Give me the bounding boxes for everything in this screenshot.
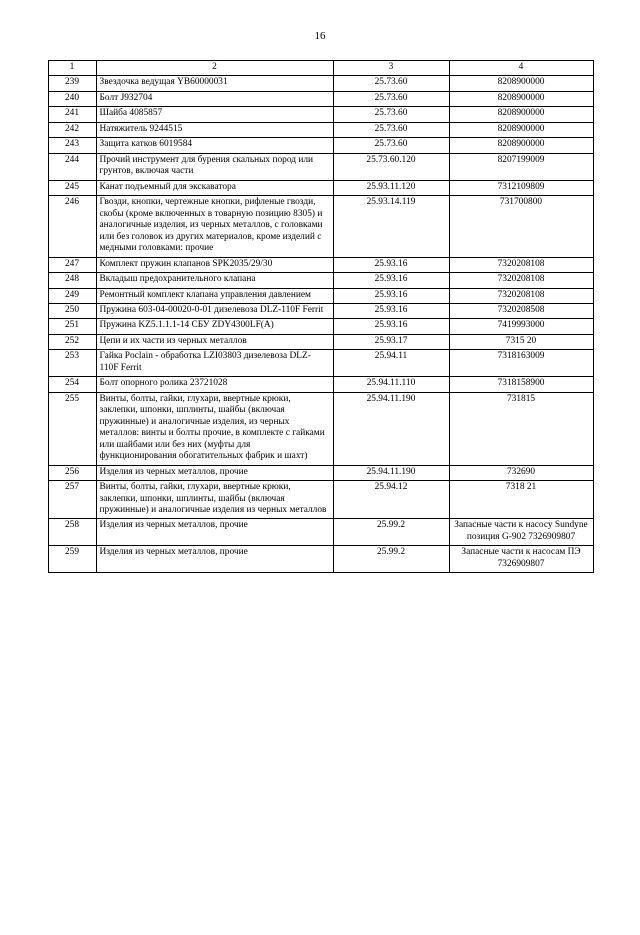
- row-code: 25.93.16: [333, 257, 449, 272]
- table-row: [48, 138, 593, 153]
- row-name: Звездочка ведущая YB60000031: [96, 76, 333, 91]
- row-code: 25.93.16: [333, 303, 449, 318]
- row-number: 248: [48, 273, 96, 288]
- row-code: 25.93.16: [333, 319, 449, 334]
- row-code: 25.94.11: [333, 350, 449, 377]
- table-row: [48, 377, 593, 392]
- table-row: [48, 273, 593, 288]
- row-extra: 7318 21: [449, 481, 593, 519]
- table-header-row: [48, 61, 593, 76]
- row-number: 259: [48, 546, 96, 573]
- row-number: 253: [48, 350, 96, 377]
- row-name: Винты, болты, гайки, глухари, ввертные крюки, заклепки, шпонки, шплинты, шайбы (включая пружинные) и аналогичные изделия, из черных металлов: винты и болты прочие, в комплекте с гайками или шайбами или без них (муфты для функционирования обогатительных фабрик и шахт): [96, 392, 333, 465]
- row-number: 254: [48, 377, 96, 392]
- row-code: 25.73.60: [333, 76, 449, 91]
- items-table: [48, 60, 594, 573]
- column-header-1: 1: [48, 61, 96, 76]
- column-header-2: 2: [96, 61, 333, 76]
- row-code: 25.99.2: [333, 546, 449, 573]
- row-name: Натяжитель 9244515: [96, 122, 333, 137]
- row-name: Изделия из черных металлов, прочие: [96, 465, 333, 480]
- row-name: Изделия из черных металлов, прочие: [96, 546, 333, 573]
- row-number: 256: [48, 465, 96, 480]
- row-number: 242: [48, 122, 96, 137]
- row-number: 241: [48, 107, 96, 122]
- row-code: 25.93.14.119: [333, 196, 449, 257]
- row-extra: 731700800: [449, 196, 593, 257]
- row-extra: 7320208108: [449, 288, 593, 303]
- row-extra: 8208900000: [449, 107, 593, 122]
- row-extra: 7320208508: [449, 303, 593, 318]
- row-extra: 8208900000: [449, 138, 593, 153]
- table-row: [48, 319, 593, 334]
- table-row: [48, 107, 593, 122]
- row-number: 252: [48, 334, 96, 349]
- row-number: 251: [48, 319, 96, 334]
- row-number: 247: [48, 257, 96, 272]
- row-extra: 7318163009: [449, 350, 593, 377]
- row-name: Болт J932704: [96, 91, 333, 106]
- row-extra: Запасные части к насосам ПЭ 7326909807: [449, 546, 593, 573]
- row-number: 258: [48, 519, 96, 546]
- row-name: Комплект пружин клапанов SPK2035/29/30: [96, 257, 333, 272]
- row-number: 240: [48, 91, 96, 106]
- row-code: 25.93.17: [333, 334, 449, 349]
- row-extra: 8207199009: [449, 153, 593, 180]
- row-name: Гайка Poclain - обработка LZI03803 дизелевоза DLZ-110F Ferrit: [96, 350, 333, 377]
- row-extra: 731815: [449, 392, 593, 465]
- row-number: 245: [48, 180, 96, 195]
- row-code: 25.73.60.120: [333, 153, 449, 180]
- row-number: 249: [48, 288, 96, 303]
- row-code: 25.99.2: [333, 519, 449, 546]
- row-code: 25.94.11.110: [333, 377, 449, 392]
- row-extra: Запасные части к насосу Sundyne позиция G-902 7326909807: [449, 519, 593, 546]
- table-row: [48, 257, 593, 272]
- row-extra: 7312109809: [449, 180, 593, 195]
- row-extra: 8208900000: [449, 122, 593, 137]
- row-name: Гвозди, кнопки, чертежные кнопки, рифленые гвозди, скобы (кроме включенных в товарную позицию 8305) и аналогичные изделия, из черных металлов, с головками или без головок из других материалов, кроме изделий с медными головками: прочие: [96, 196, 333, 257]
- row-name: Изделия из черных металлов, прочие: [96, 519, 333, 546]
- row-name: Канат подъемный для экскаватора: [96, 180, 333, 195]
- row-code: 25.73.60: [333, 138, 449, 153]
- row-extra: 7320208108: [449, 273, 593, 288]
- row-name: Шайба 4085857: [96, 107, 333, 122]
- row-name: Цепи и их части из черных металлов: [96, 334, 333, 349]
- table-row: [48, 91, 593, 106]
- row-extra: 7320208108: [449, 257, 593, 272]
- row-code: 25.93.16: [333, 273, 449, 288]
- row-extra: 7318158900: [449, 377, 593, 392]
- table-row: [48, 481, 593, 519]
- row-name: Винты, болты, гайки, глухари, ввертные крюки, заклепки, шпонки, шплинты, шайбы (включая пружинные) и аналогичные изделия из черных металлов: [96, 481, 333, 519]
- row-name: Болт опорного ролика 23721028: [96, 377, 333, 392]
- document-page: [0, 30, 640, 935]
- row-code: 25.73.60: [333, 107, 449, 122]
- table-row: [48, 122, 593, 137]
- column-header-4: 4: [449, 61, 593, 76]
- table-container: [48, 60, 593, 573]
- row-number: 257: [48, 481, 96, 519]
- table-row: [48, 350, 593, 377]
- row-extra: 7315 20: [449, 334, 593, 349]
- page-number: 16: [314, 30, 326, 42]
- table-row: [48, 465, 593, 480]
- table-row: [48, 180, 593, 195]
- row-name: Пружина KZ5.1.1.1-14 СБУ ZDY4300LF(A): [96, 319, 333, 334]
- row-code: 25.93.16: [333, 288, 449, 303]
- table-row: [48, 76, 593, 91]
- row-number: 255: [48, 392, 96, 465]
- row-name: Ремонтный комплект клапана управления давлением: [96, 288, 333, 303]
- row-extra: 732690: [449, 465, 593, 480]
- table-row: [48, 303, 593, 318]
- row-code: 25.94.12: [333, 481, 449, 519]
- row-extra: 8208900000: [449, 76, 593, 91]
- row-name: Вкладыш предохранительного клапана: [96, 273, 333, 288]
- table-row: [48, 334, 593, 349]
- row-extra: 7419993000: [449, 319, 593, 334]
- row-name: Защита катков 6019584: [96, 138, 333, 153]
- row-name: Пружина 603-04-00020-0-01 дизелевоза DLZ-110F Ferrit: [96, 303, 333, 318]
- row-extra: 8208900000: [449, 91, 593, 106]
- row-code: 25.73.60: [333, 91, 449, 106]
- table-row: [48, 392, 593, 465]
- row-name: Прочий инструмент для бурения скальных пород или грунтов, включая части: [96, 153, 333, 180]
- table-row: [48, 519, 593, 546]
- table-row: [48, 196, 593, 257]
- table-row: [48, 546, 593, 573]
- row-number: 239: [48, 76, 96, 91]
- row-code: 25.94.11.190: [333, 465, 449, 480]
- row-number: 246: [48, 196, 96, 257]
- row-code: 25.73.60: [333, 122, 449, 137]
- row-number: 244: [48, 153, 96, 180]
- row-code: 25.94.11.190: [333, 392, 449, 465]
- row-number: 250: [48, 303, 96, 318]
- column-header-3: 3: [333, 61, 449, 76]
- table-row: [48, 288, 593, 303]
- table-row: [48, 153, 593, 180]
- table-body: [48, 61, 593, 573]
- row-code: 25.93.11.120: [333, 180, 449, 195]
- row-number: 243: [48, 138, 96, 153]
